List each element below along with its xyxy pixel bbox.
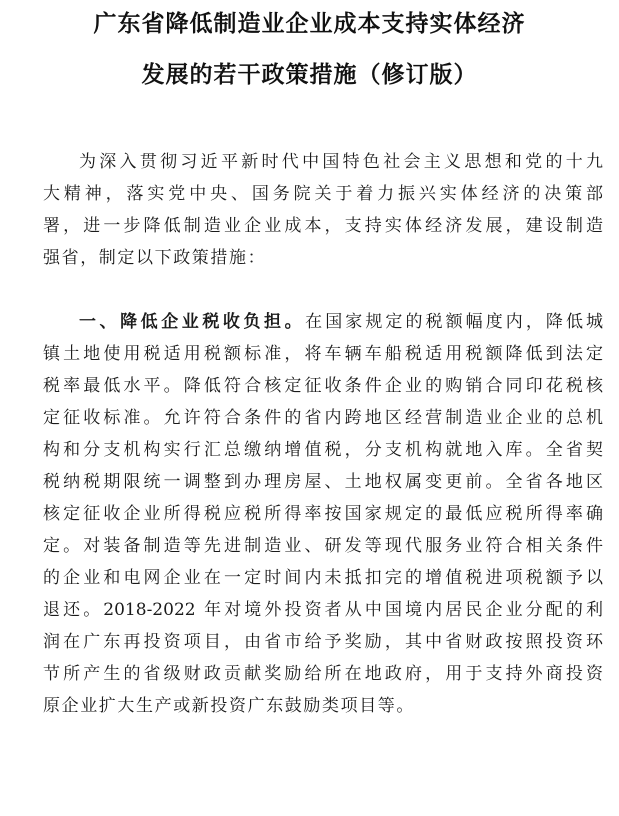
section-1-first-line (43, 306, 603, 338)
section-1-line: 节所产生的省级财政贡献奖励给所在地政府，用于支持外商投资 (43, 664, 603, 684)
section-1-line: 税纳税期限统一调整到办理房屋、土地权属变更前。全省各地区 (43, 472, 603, 492)
section-1-paragraph (43, 306, 603, 722)
section-1-line: 定。对装备制造等先进制造业、研发等现代服务业符合相关条件 (43, 536, 603, 556)
document-title-line-2: 发展的若干政策措施（修订版） (141, 62, 478, 88)
intro-line: 大精神，落实党中央、国务院关于着力振兴实体经济的决策部 (43, 184, 603, 204)
section-1-first-line-text: 在国家规定的税额幅度内，降低城 (305, 312, 604, 332)
section-1-line: 核定征收企业所得税应税所得率按国家规定的最低应税所得率确 (43, 504, 603, 524)
intro-line: 署，进一步降低制造业企业成本，支持实体经济发展，建设制造 (43, 216, 603, 236)
intro-paragraph (43, 146, 603, 274)
section-1-line: 税率最低水平。降低符合核定征收条件企业的购销合同印花税核 (43, 376, 603, 396)
intro-line: 强省，制定以下政策措施： (43, 248, 267, 268)
document-title-line-1: 广东省降低制造业企业成本支持实体经济 (93, 11, 526, 37)
section-1-line: 镇土地使用税适用税额标准，将车辆车船税适用税额降低到法定 (43, 344, 603, 364)
section-1-line: 的企业和电网企业在一定时间内未抵扣完的增值税进项税额予以 (43, 568, 603, 588)
section-1-line: 定征收标准。允许符合条件的省内跨地区经营制造业企业的总机 (43, 408, 603, 428)
section-1-line: 退还。2018-2022 年对境外投资者从中国境内居民企业分配的利 (43, 600, 603, 620)
section-1-heading: 一、降低企业税收负担。 (79, 312, 306, 332)
section-1-line: 构和分支机构实行汇总缴纳增值税，分支机构就地入库。全省契 (43, 440, 603, 460)
intro-line: 为深入贯彻习近平新时代中国特色社会主义思想和党的十九 (79, 152, 603, 172)
section-1-line: 润在广东再投资项目，由省市给予奖励，其中省财政按照投资环 (43, 632, 603, 652)
section-1-line: 原企业扩大生产或新投资广东鼓励类项目等。 (43, 696, 415, 716)
